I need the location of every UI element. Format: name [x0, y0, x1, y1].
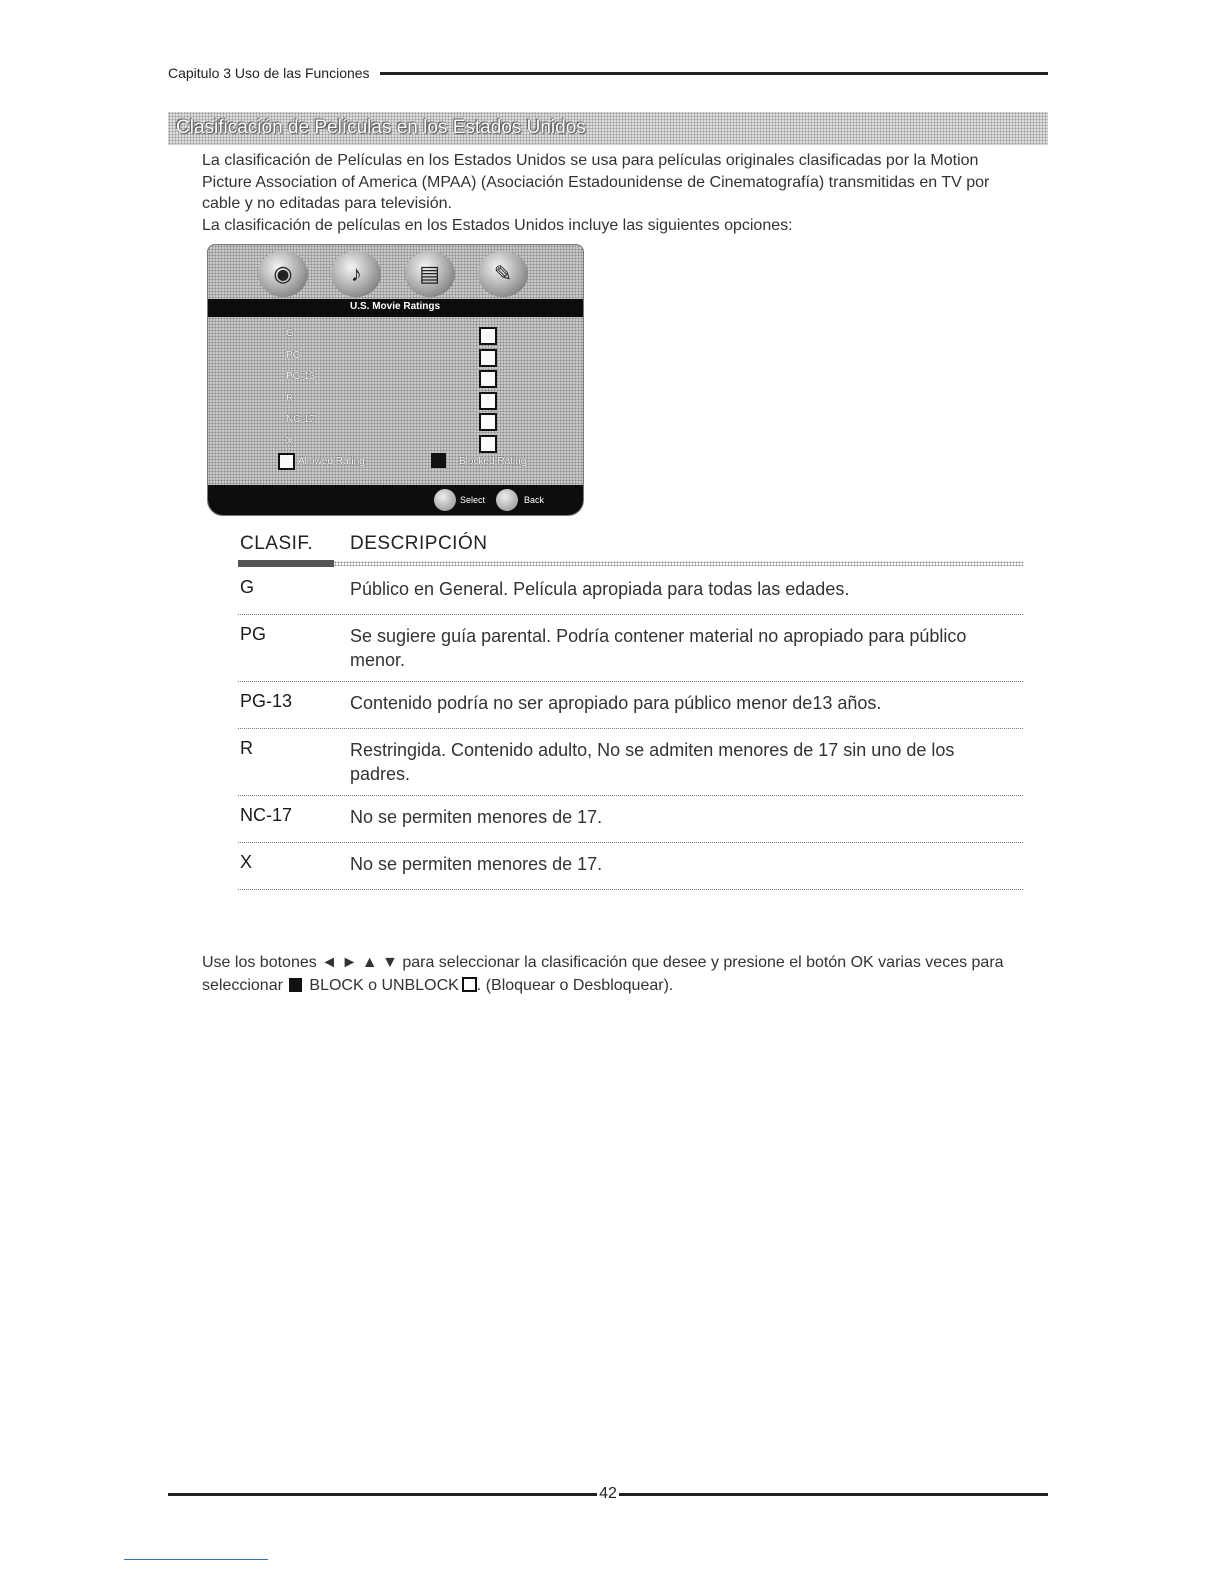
table-header-rule	[238, 560, 1023, 568]
tv-rating-label: R	[286, 392, 294, 404]
rating-description: No se permiten menores de 17.	[350, 807, 603, 827]
tv-back-label: Back	[524, 495, 545, 505]
select-dpad-icon	[434, 489, 456, 511]
chapter-header	[168, 62, 1048, 84]
table-row	[238, 729, 1023, 796]
rating-code: X	[240, 852, 253, 872]
table-row	[238, 568, 1023, 615]
page-footer	[168, 1484, 1048, 1504]
tv-menu-titlebar	[208, 299, 583, 317]
table-row	[238, 796, 1023, 843]
rating-code: PG-13	[240, 691, 293, 711]
instructions-block: BLOCK	[309, 977, 364, 994]
legend-allowed-label: Allowed Rating	[298, 456, 365, 467]
rating-code: G	[240, 577, 255, 597]
instructions-text	[202, 951, 1022, 997]
column-header-description: DESCRIPCIÓN	[350, 533, 488, 554]
allowed-checkbox-icon	[479, 392, 497, 410]
allowed-checkbox-icon	[479, 349, 497, 367]
instructions-part: Use los botones	[202, 954, 317, 971]
tv-rating-label: PG	[286, 349, 301, 361]
tv-rating-label: X	[286, 435, 293, 447]
header-rule	[380, 72, 1048, 75]
rating-description: Contenido podría no ser apropiado para público menor de13 años.	[350, 693, 882, 713]
rating-code: R	[240, 738, 253, 758]
picture-icon: ◉	[258, 251, 308, 297]
instructions-part: o UNBLOCK	[368, 977, 459, 994]
tv-rating-row	[286, 433, 506, 455]
tv-menu-footer	[208, 485, 583, 515]
arrow-keys-icon: ◄ ► ▲ ▼	[321, 954, 398, 971]
channel-icon: ▤	[405, 251, 455, 297]
tv-rating-label: NC-17	[286, 414, 315, 425]
back-button-icon	[496, 489, 518, 511]
allowed-checkbox-icon	[479, 435, 497, 453]
rating-description: Se sugiere guía parental. Podría contener material no apropiado para público menor.	[350, 626, 967, 670]
tv-menu-screenshot	[207, 244, 584, 516]
table-row	[238, 682, 1023, 729]
tv-rating-row	[286, 390, 506, 412]
rating-description: Público en General. Película apropiada para todas las edades.	[350, 579, 850, 599]
tv-select-label: Select	[460, 495, 486, 505]
allowed-box-icon	[462, 977, 477, 992]
tv-rating-list	[286, 325, 506, 454]
intro-paragraph: La clasificación de Películas en los Estados Unidos se usa para películas originales clasificadas por la Motion Picture Association of America (MPAA) (Asociación Estadounidense de Cinematografía) transmitidas en TV por cable y no editadas para televisión.	[202, 152, 990, 212]
rating-description: Restringida. Contenido adulto, No se admiten menores de 17 sin uno de los padres.	[350, 740, 955, 784]
footer-rule	[619, 1493, 1048, 1496]
legend-blocked-label: Blocked Rating	[459, 456, 527, 467]
tv-menu-title: U.S. Movie Ratings	[350, 301, 441, 312]
table-row	[238, 843, 1023, 890]
intro-text	[202, 150, 1032, 236]
allowed-checkbox-icon	[479, 327, 497, 345]
blocked-box-icon	[431, 453, 446, 468]
allowed-checkbox-icon	[479, 370, 497, 388]
allowed-checkbox-icon	[479, 413, 497, 431]
rating-code: PG	[240, 624, 267, 644]
column-header-rating: CLASIF.	[240, 533, 314, 554]
sound-icon: ♪	[331, 251, 381, 297]
tv-menu-icons	[258, 251, 528, 299]
allowed-box-icon	[278, 453, 295, 470]
instructions-part: para seleccionar la clasificación que desee y presione el botón OK varias veces para seleccionar	[202, 954, 1004, 994]
rating-description: No se permiten menores de 17.	[350, 854, 603, 874]
rating-code: NC-17	[240, 805, 293, 825]
header-rule-dark	[238, 560, 334, 567]
chapter-title: Capitulo 3 Uso de las Funciones	[168, 65, 370, 81]
table-row	[238, 615, 1023, 682]
tv-rating-label: G	[286, 328, 294, 339]
instructions-part: . (Bloquear o Desbloquear).	[476, 977, 674, 994]
tv-rating-label: PG-13	[286, 371, 315, 382]
footnote-rule	[124, 1559, 268, 1560]
section-banner	[168, 112, 1048, 145]
footer-rule	[168, 1493, 597, 1496]
setup-icon: ✎	[478, 251, 528, 297]
intro-paragraph: La clasificación de películas en los Estados Unidos incluye las siguientes opciones:	[202, 216, 793, 234]
header-rule-dotted	[334, 561, 1023, 566]
table-header	[238, 530, 1023, 560]
section-title: Clasificación de Películas en los Estados Unidos	[176, 117, 586, 138]
tv-rating-row	[286, 368, 506, 390]
blocked-box-icon	[289, 978, 302, 992]
page-number: 42	[599, 1485, 617, 1502]
tv-legend	[276, 453, 576, 473]
tv-rating-row	[286, 347, 506, 369]
tv-rating-row	[286, 325, 506, 347]
ratings-table	[238, 530, 1023, 890]
tv-rating-row	[286, 411, 506, 433]
